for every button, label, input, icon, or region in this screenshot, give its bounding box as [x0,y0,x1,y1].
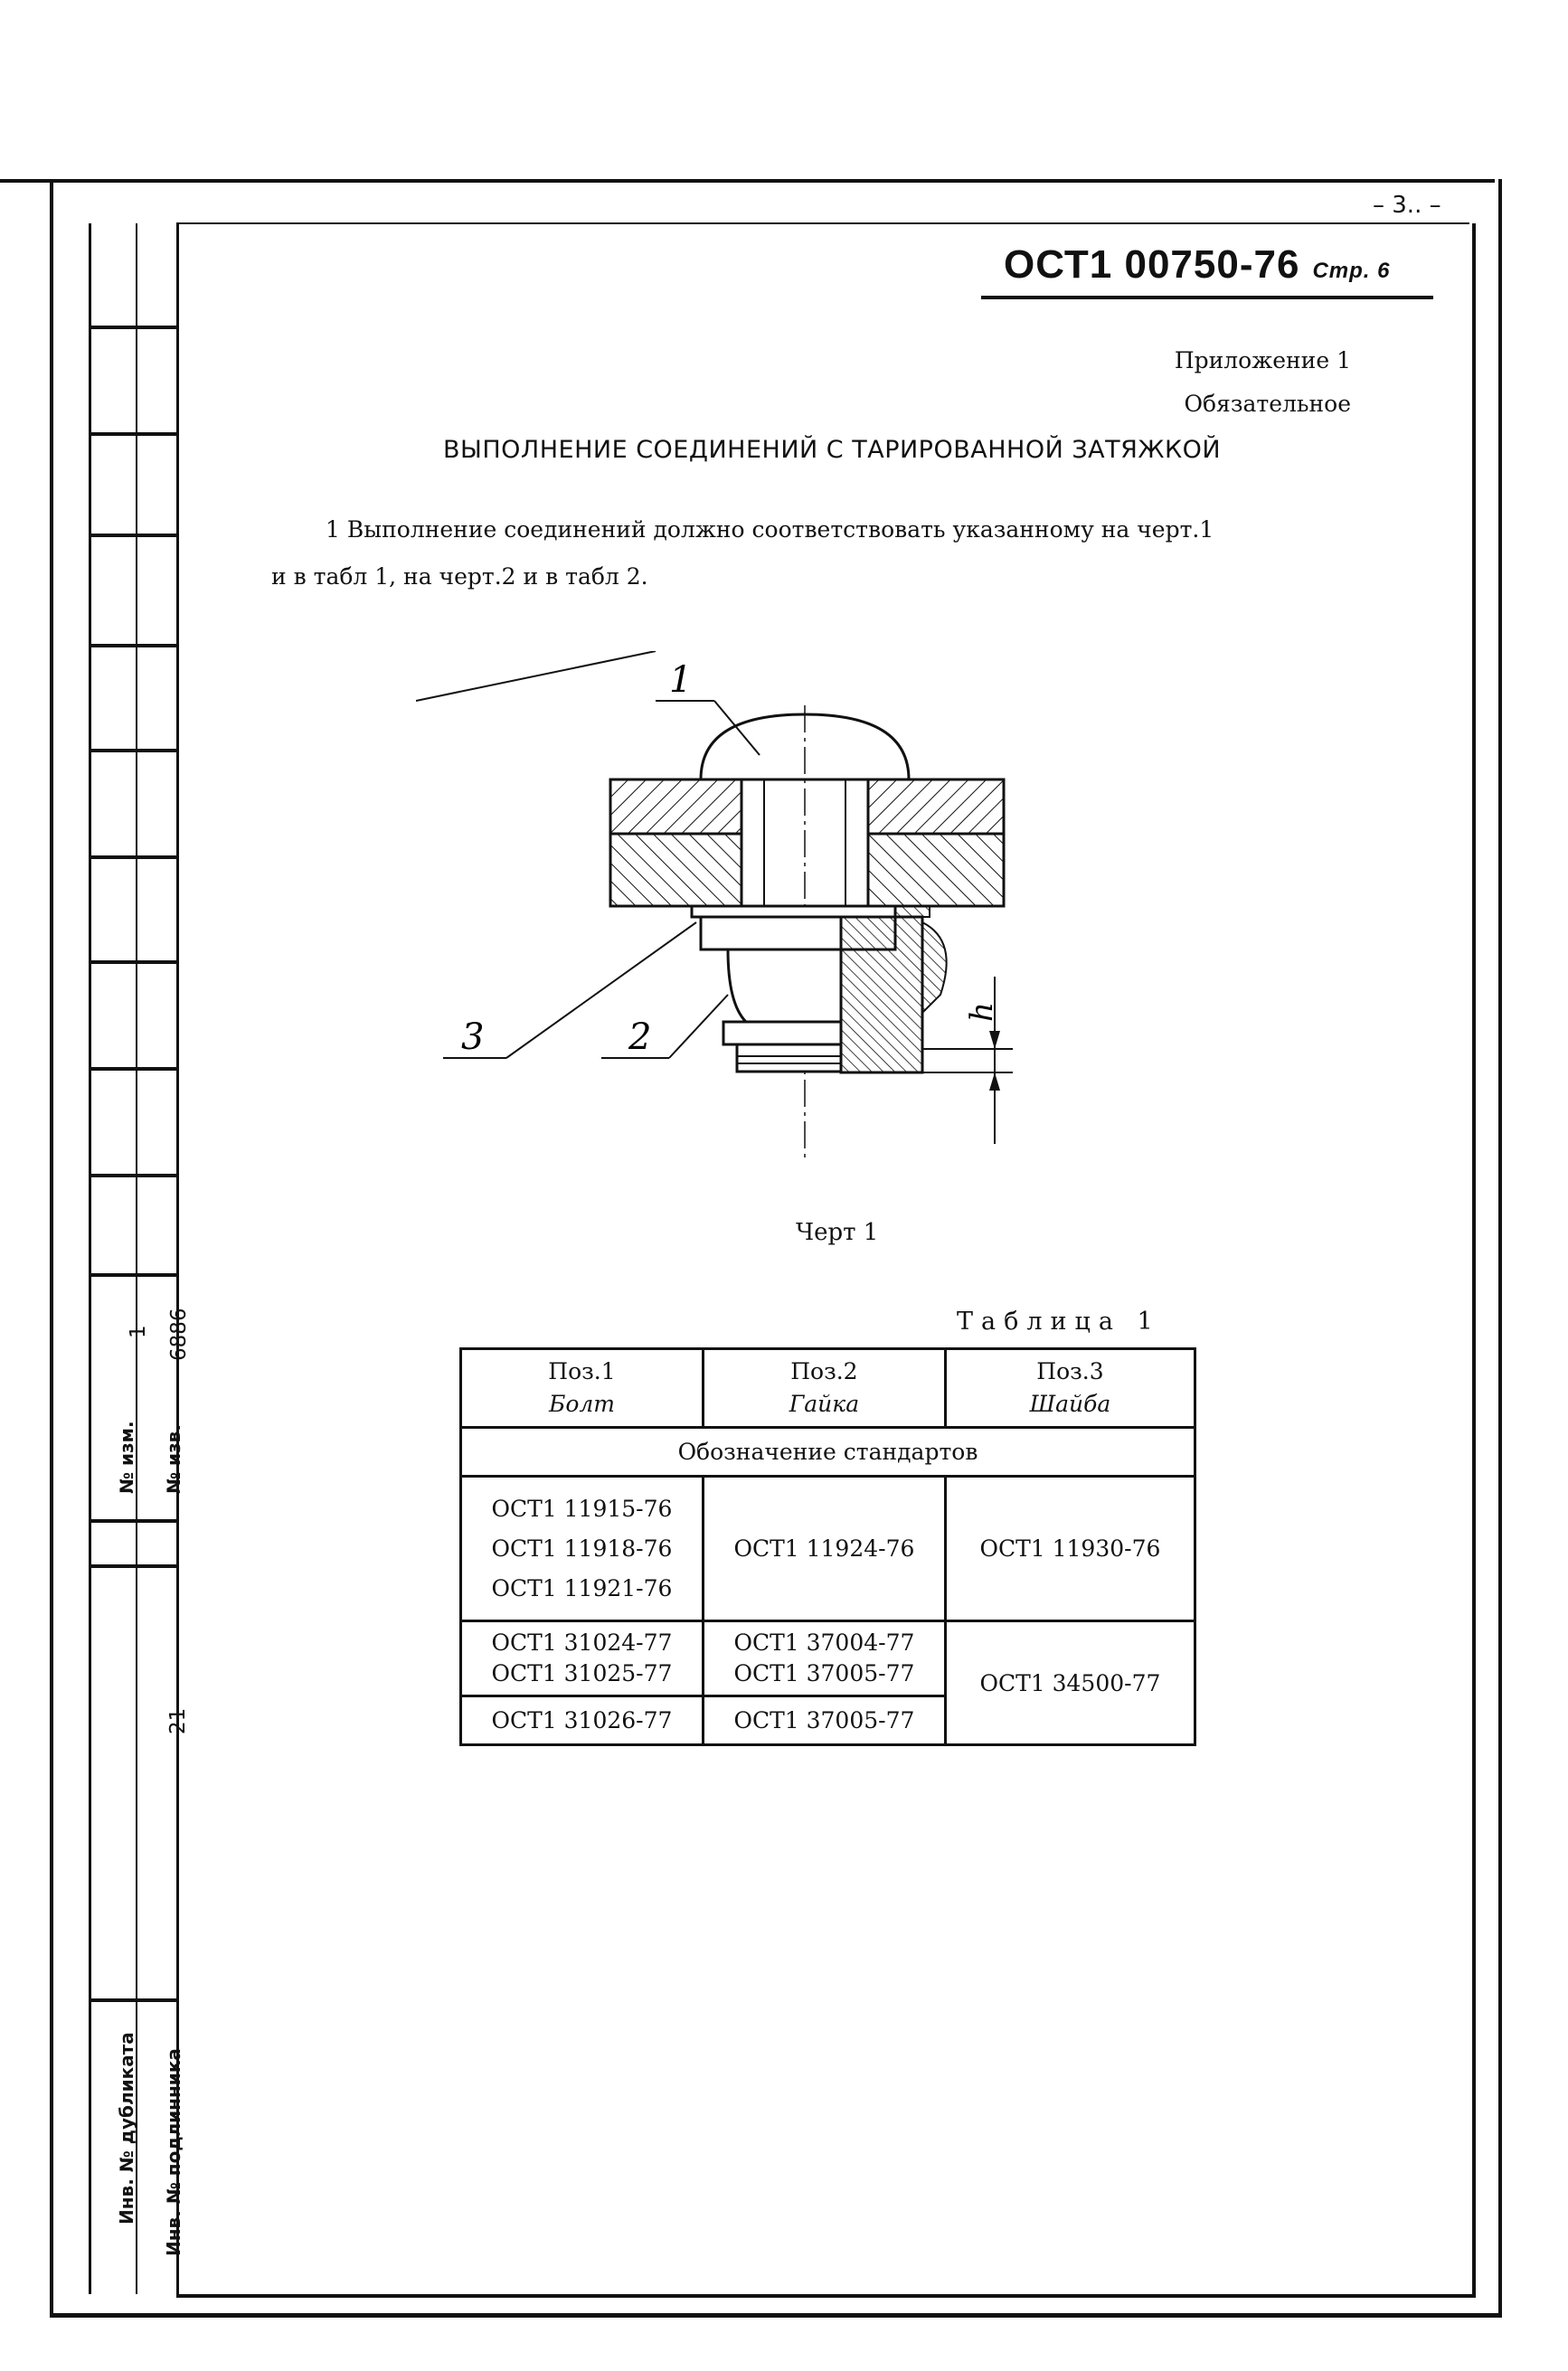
document-code-text: ОСТ1 00750-76 [1004,242,1300,287]
joint-cross-section-drawing [416,651,1049,1176]
strip-divider [89,1273,179,1277]
body-paragraph [271,506,1311,600]
nut-section [841,917,922,1072]
appendix-note [1175,339,1351,426]
table-cell: ОСТ1 11924-76 [703,1477,945,1621]
strip-divider [89,1067,179,1071]
header-name: Болт [548,1391,615,1417]
strip-divider [89,1519,179,1523]
cell-value: ОСТ1 11915-76 [491,1495,673,1522]
header-pos: Поз.2 [790,1358,858,1384]
header-cell [461,1349,704,1428]
appendix-status: Обязательное [1184,391,1351,417]
paragraph-line-2: и в табл 1, на черт.2 и в табл 2. [271,563,648,590]
cell-value: ОСТ1 11921-76 [491,1574,673,1601]
cell-value: ОСТ1 37004-77 [733,1629,915,1656]
page-label: Стр. 6 [1312,259,1391,283]
section-heading: ВЫПОЛНЕНИЕ СОЕДИНЕНИЙ С ТАРИРОВАННОЙ ЗАТЯЖКОЙ [443,436,1222,464]
table-cell [461,1621,704,1696]
strip-divider [89,1564,179,1568]
subheader-cell: Обозначение стандартов [461,1428,1195,1477]
page-number: – 3.. – [1373,192,1441,219]
table-cell: ОСТ1 11930-76 [945,1477,1195,1621]
upper-plate-right [868,779,1004,834]
title-underline [981,296,1433,299]
callout-2: 2 [628,1016,652,1058]
dimension-h-label: h [964,1002,1000,1022]
strip-divider [89,1998,179,2002]
callout-3: 3 [461,1016,485,1058]
header-name: Гайка [789,1391,860,1417]
notice-number: 6886 [167,1308,191,1361]
table-cell: ОСТ1 34500-77 [945,1621,1195,1745]
nut-body [728,949,841,1022]
document-code [1004,242,1390,288]
strip-divider [89,644,179,647]
appendix-number: Приложение 1 [1174,347,1351,373]
standards-table [459,1347,1196,1746]
strip-divider [89,432,179,436]
cell-value: ОСТ1 31025-77 [491,1660,673,1686]
header-pos: Поз.3 [1036,1358,1104,1384]
washer [692,906,895,917]
header-name: Шайба [1029,1391,1111,1417]
paragraph-line-1: 1 Выполнение соединений должно соответствовать указанному на черт.1 [326,516,1214,543]
duplicate-label: Инв. № дубликата [116,2032,137,2225]
strip-divider [89,534,179,537]
table-row [461,1477,1195,1621]
strip-divider [89,749,179,752]
header-cell [945,1349,1195,1428]
revision-number: 1 [127,1325,150,1338]
strip-divider [89,855,179,859]
drawing-caption: Черт 1 [796,1219,879,1246]
strip-divider [89,326,179,329]
original-label: Инв. № подлинника [163,2048,184,2256]
table-cell [703,1621,945,1696]
lower-plate-right [868,834,1004,906]
table-cell [461,1477,704,1621]
cell-value: ОСТ1 37005-77 [733,1660,915,1686]
callout-1: 1 [669,659,693,701]
revision-label: № изм. [116,1421,137,1494]
table-row [461,1621,1195,1696]
upper-plate-left [610,779,741,834]
strip-divider [89,1174,179,1177]
table-subheader-row [461,1428,1195,1477]
header-pos: Поз.1 [548,1358,616,1384]
table-cell: ОСТ1 31026-77 [461,1696,704,1745]
cell-value: ОСТ1 11918-76 [491,1535,673,1562]
cell-value: ОСТ1 31024-77 [491,1629,673,1656]
header-cell [703,1349,945,1428]
original-number: 21 [166,1707,190,1734]
table-cell: ОСТ1 37005-77 [703,1696,945,1745]
lower-plate-left [610,834,741,906]
strip-divider [89,960,179,964]
table-header-row [461,1349,1195,1428]
table-label: Таблица 1 [957,1308,1161,1336]
notice-label: № изв. [163,1424,184,1494]
